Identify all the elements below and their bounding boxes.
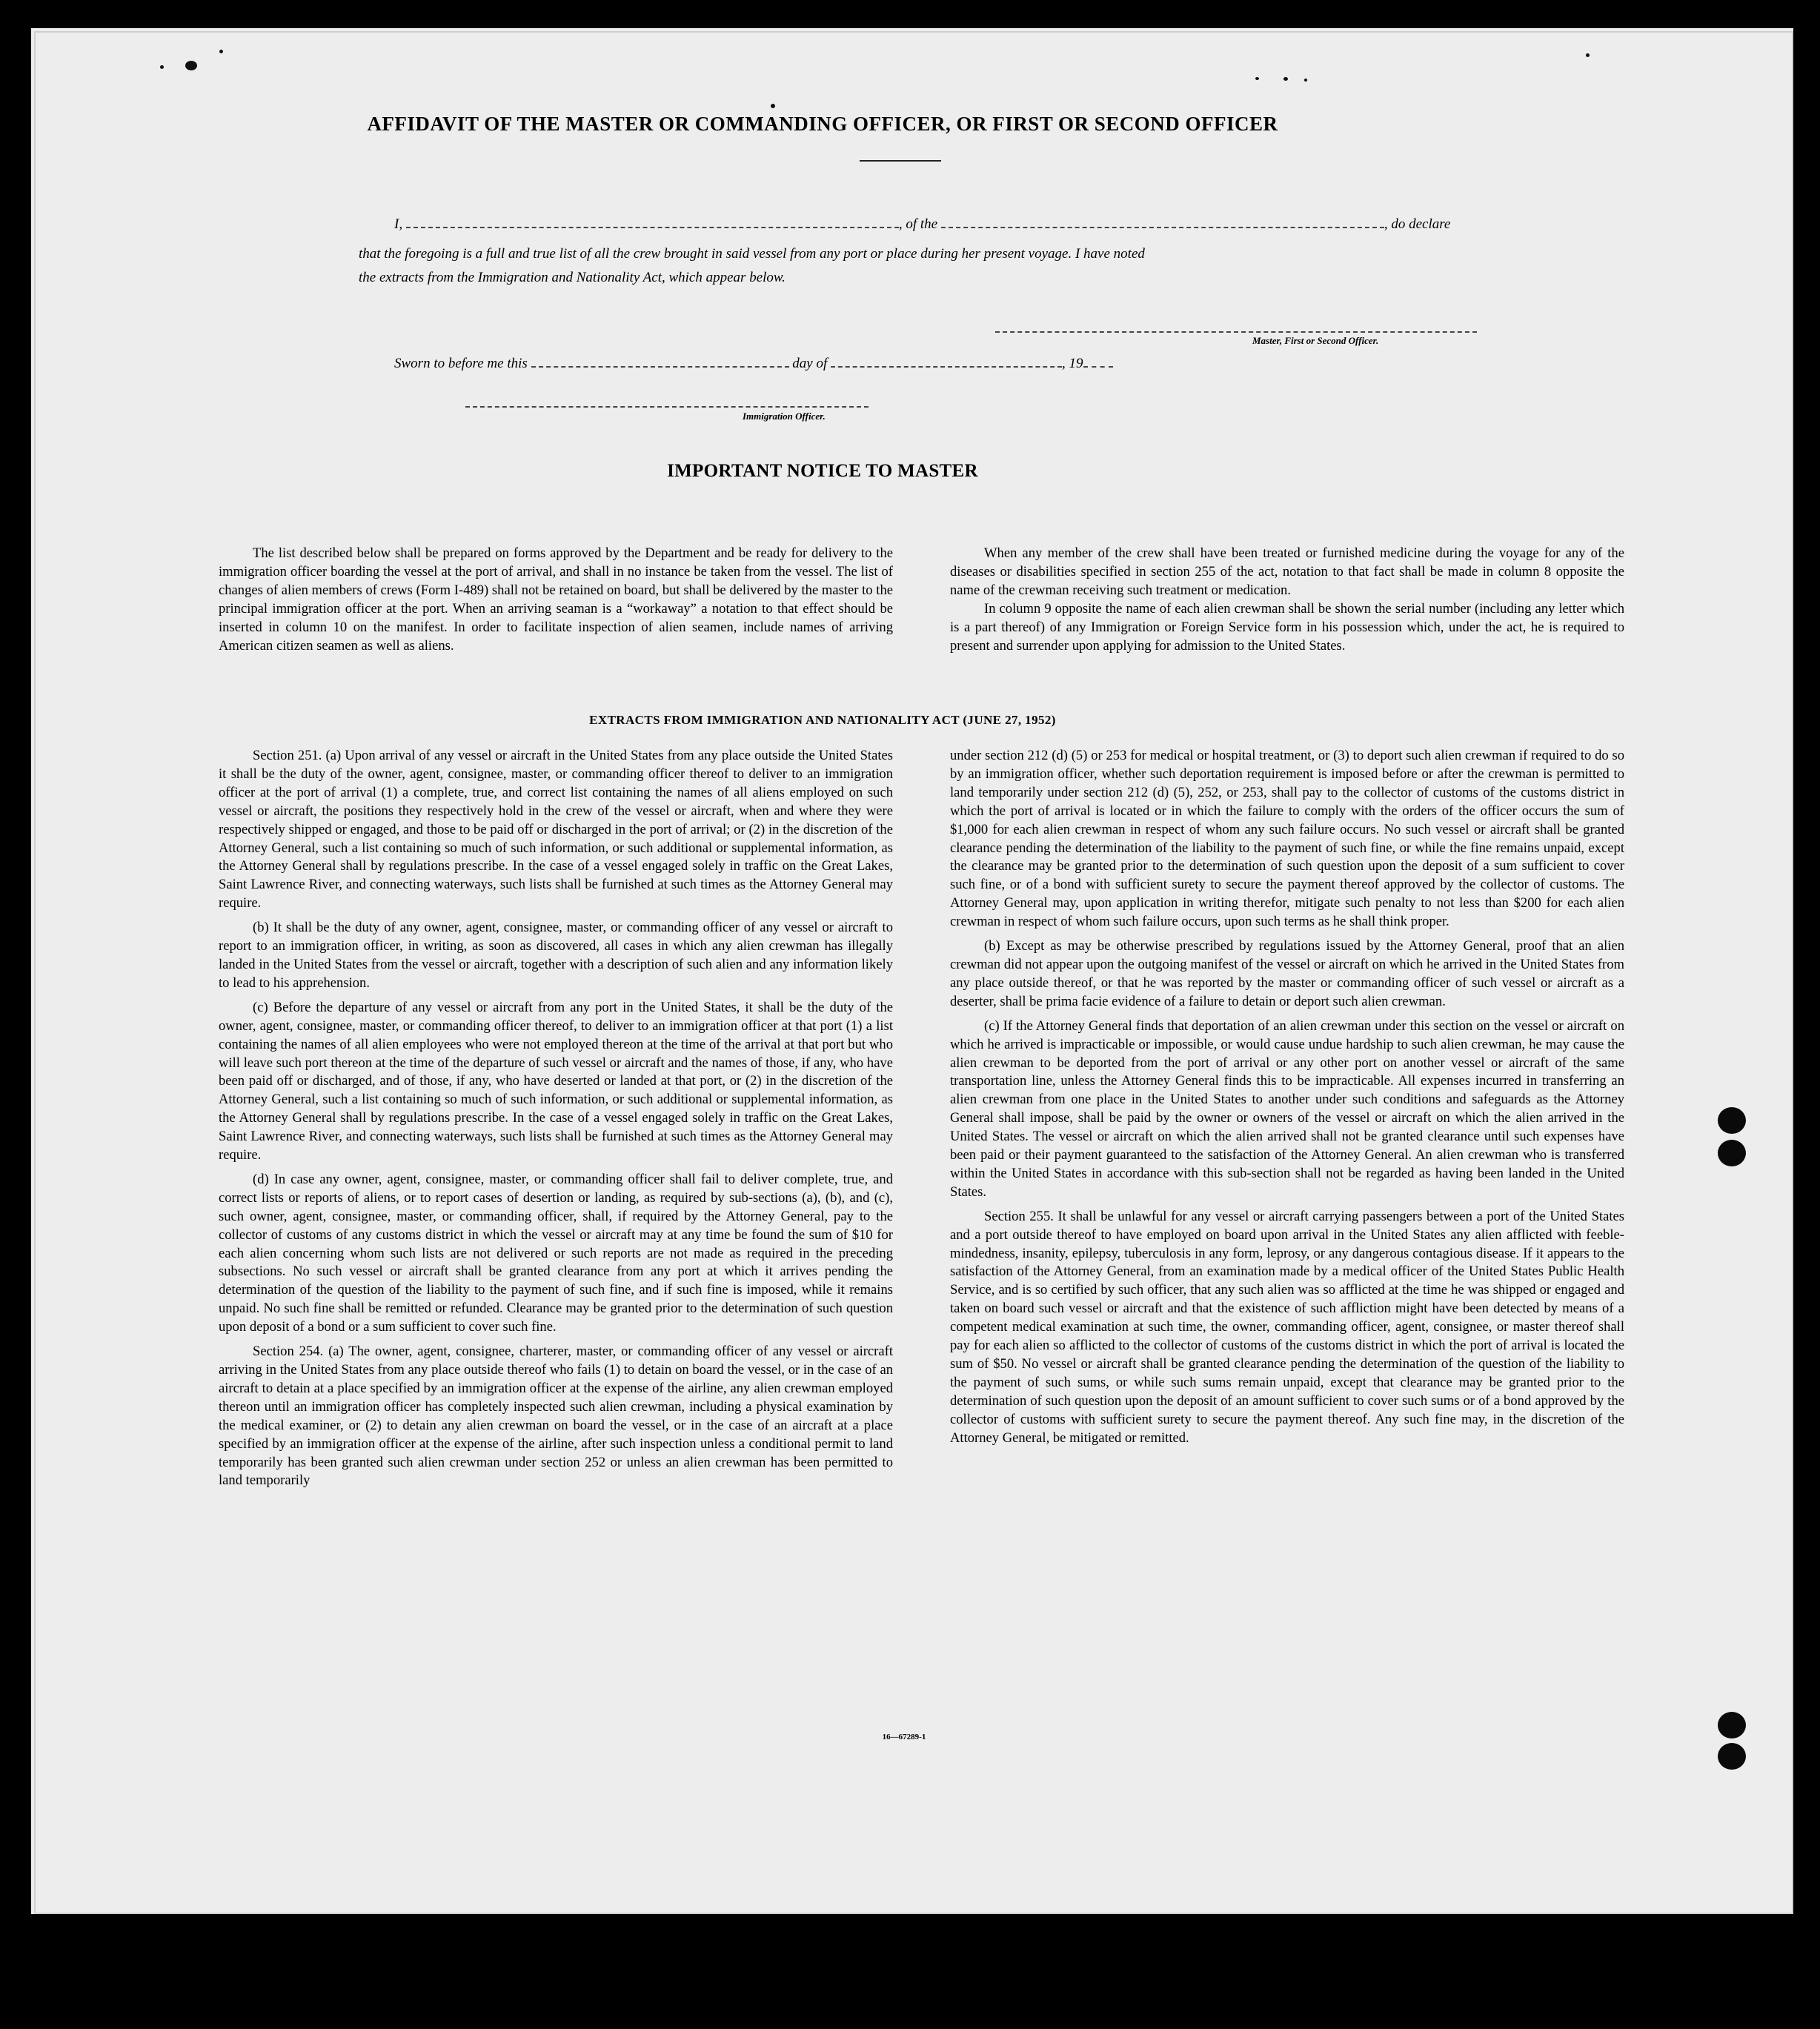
sworn-date-blank[interactable] (531, 356, 789, 368)
sworn-line (394, 356, 1113, 372)
notice-left-column (219, 545, 893, 655)
scan-speck (219, 50, 223, 53)
name-blank[interactable] (406, 216, 899, 228)
scan-speck (1283, 77, 1288, 81)
year-label: , 19 (1062, 356, 1083, 371)
master-signature-line[interactable] (995, 331, 1477, 333)
scan-speck (1255, 77, 1259, 80)
section-254-a-continued: under section 212 (d) (5) or 253 for medical or hospital treatment, or (3) to deport such alien crewman if required to do so by an immigration officer, whether such deportation requirement is imposed before or after the crewman is permitted to land temporarily under section 212 (d) (5), 252, or 253, shall pay to the collector of customs of the customs district in which the port of arrival is located or in which the failure to comply with the orders of the officer occurs the sum of $1,000 for each alien crewman in respect of whom any such failure occurs. No such vessel or aircraft shall be granted clearance pending the determination of the liability to the payment of such fine, or while the fine remains unpaid, except the clearance may be granted prior to the determination of such question upon the deposit of a sum sufficient to cover such fine, or of a bond with sufficient surety to secure the payment thereof approved by the collector of customs. The Attorney General may, upon application in writing therefor, mitigate such penalty to not less than $200 for each alien crewman in respect of whom such failure occurs, upon such terms as he shall think proper. (950, 748, 1624, 930)
notice-right-paragraph-2: In column 9 opposite the name of each alien crewman shall be shown the serial number (including any letter which is a part thereof) of any Immigration or Foreign Service form in his possession which, under the act, he is required to present and surrender upon applying for admission to the United States. (950, 600, 1624, 654)
section-254-b: (b) Except as may be otherwise prescribed by regulations issued by the Attorney General, proof that an alien crewman did not appear upon the outgoing manifest of the vessel or aircraft on which he arrived in the United States from any place outside thereof, or that he was reported by the master or commanding officer of such vessel or aircraft as a deserter, shall be prima facie evidence of a failure to detain or deport such alien crewman. (950, 938, 1624, 1009)
title-rule (860, 160, 941, 162)
month-blank[interactable] (831, 356, 1062, 368)
notice-left-paragraph: The list described below shall be prepared on forms approved by the Department and be ready for delivery to the immigration officer boarding the vessel at the port of arrival, and shall in no instance be taken from the vessel. The list of changes of alien members of crews (Form I-489) shall not be retained on board, but shall be delivered by the master to the principal immigration officer at the port. When an arriving seaman is a “workaway” a notation to that effect should be inserted in column 10 on the manifest. In order to facilitate inspection of alien seamen, include names of arriving American citizen seamen as well as aliens. (219, 545, 893, 654)
punch-hole (1718, 1140, 1746, 1166)
scan-speck (185, 61, 197, 70)
section-251-a: Section 251. (a) Upon arrival of any vessel or aircraft in the United States from any place outside the United States it shall be the duty of the owner, agent, consignee, master, or commanding officer thereof to deliver to an immigration officer at the port of arrival (1) a complete, true, and correct list containing the names of all aliens employed on such vessel or aircraft, the positions they respectively hold in the crew of the vessel or aircraft, when and where they were respectively shipped or engaged, and those to be paid off or discharged in the port of arrival; or (2) in the discretion of the Attorney General, such a list containing so much of such information, or such additional or supplemental information, as the Attorney General shall by regulations prescribe. In the case of a vessel engaged solely in traffic on the Great Lakes, Saint Lawrence River, and connecting waterways, such lists shall be furnished at such times as the Attorney General may require. (219, 748, 893, 911)
officer-caption: Immigration Officer. (743, 411, 826, 422)
master-caption: Master, First or Second Officer. (1252, 335, 1379, 346)
vessel-blank[interactable] (941, 216, 1384, 228)
officer-signature-line[interactable] (465, 406, 869, 408)
section-254-a: Section 254. (a) The owner, agent, consignee, charterer, master, or commanding officer of any vessel or aircraft arriving in the United States from any place outside thereof who fails (1) to detain on board the vessel, or in the case of an aircraft to detain at a place specified by an immigration officer at the expense of the airline, any alien crewman employed thereon until an immigration officer has completely inspected such alien crewman, including a physical examination by the medical examiner, or (2) to detain any alien crewman on board the vessel, or in the case of an aircraft at a place specified by an immigration officer at the expense of the airline, after such inspection unless a conditional permit to land temporarily has been granted such alien crewman under section 252 or unless an alien crewman has been permitted to land temporarily (219, 1344, 893, 1489)
punch-hole (1718, 1107, 1746, 1134)
statement-line-2: the extracts from the Immigration and Nationality Act, which appear below. (359, 270, 786, 285)
sworn-label: Sworn to before me this (394, 356, 528, 371)
section-251-d: (d) In case any owner, agent, consignee, master, or commanding officer shall fail to deliver complete, true, and correct lists or reports of aliens, or to report cases of desertion or landing, as required by sub-sections (a), (b), and (c), such owner, agent, consignee, master, or commanding officer, shall, if required by the Attorney General, pay to the collector of customs of any customs district in which the vessel or aircraft may at any time be found the sum of $10 for each alien concerning whom such lists are not delivered or such reports are not made as required in the preceding subsections. No such vessel or aircraft shall be granted clearance from any port at which it arrives pending the determination of the question of the liability to the payment of such fine, and if such fine is imposed, while it remains unpaid. No such fine shall be remitted or refunded. Clearance may be granted prior to the determination of such question upon deposit of a bond or a sum sufficient to cover such fine. (219, 1171, 893, 1335)
notice-right-paragraph-1: When any member of the crew shall have been treated or furnished medicine during the voyage for any of the diseases or disabilities specified in section 255 of the act, notation to that fact shall be made in column 8 opposite the name of the crewman receiving such treatment or medication. (950, 545, 1624, 598)
scan-speck (771, 104, 775, 108)
punch-hole (1718, 1712, 1746, 1739)
form-number: 16—67289-1 (882, 1733, 926, 1741)
punch-hole (1718, 1743, 1746, 1770)
extracts-left-column (219, 747, 893, 1490)
section-251-c: (c) Before the departure of any vessel or aircraft from any port in the United States, it shall be the duty of the owner, agent, consignee, master, or commanding officer thereof, to deliver to an immigration officer at that port (1) a list containing the names of all alien employees who were not employed thereon at the time of the arrival at that port but who will leave such port thereon at the time of the departure of such vessel or aircraft and the names of those, if any, who have been paid off or discharged, and of those, if any, who have deserted or landed at that port, or (2) in the discretion of the Attorney General, such a list containing so much of such information, or such additional or supplemental information, as the Attorney General shall by regulations prescribe. In the case of a vessel engaged solely in traffic on the Great Lakes, Saint Lawrence River, and connecting waterways, such lists shall be furnished at such times as the Attorney General may require. (219, 999, 893, 1163)
declare-end-label: , do declare (1384, 216, 1451, 232)
affidavit-title: AFFIDAVIT OF THE MASTER OR COMMANDING OFFICER, OR FIRST OR SECOND OFFICER (367, 113, 1278, 135)
day-of-label: day of (792, 356, 828, 371)
section-255: Section 255. It shall be unlawful for any vessel or aircraft carrying passengers between a port of the United States and a port outside thereof to have employed on board upon arrival in the United States any alien afflicted with feeble-mindedness, insanity, epilepsy, tuberculosis in any form, leprosy, or any dangerous contagious disease. If it appears to the satisfaction of the Attorney General, from an examination made by a medical officer of the United States Public Health Service, and is so certified by such officer, that any such alien was so afflicted at the time he was shipped or engaged and taken on board such vessel or aircraft and that the existence of such affliction might have been detected by means of a competent medical examination at such time, the owner, commanding officer, agent, consignee, or master thereof shall pay for each alien so afflicted to the collector of customs of the customs district in which the port of arrival is located the sum of $50. No vessel or aircraft shall be granted clearance pending the determination of the question of the liability to the payment of such sums, or while such sums remain unpaid, except that clearance may be granted prior to the determination of such question upon the deposit of an amount sufficient to cover such sums or of a bond approved by the collector of customs with sufficient surety to secure the payment thereof. Any such fine may, in the discretion of the Attorney General, be mitigated or remitted. (950, 1208, 1624, 1446)
section-254-c: (c) If the Attorney General finds that deportation of an alien crewman under this section on the vessel or aircraft on which he arrived is impracticable or impossible, or would cause undue hardship to such alien crewman, he may cause the alien crewman to be deported from the port of arrival or any other port on another vessel or aircraft of the same transportation line, unless the Attorney General finds this to be impracticable. All expenses incurred in transferring an alien crewman from one place in the United States to another under such conditions and safeguards as the Attorney General shall impose, shall be paid by the owner or owners of the vessel or aircraft on which the alien arrived in the United States. The vessel or aircraft on which the alien arrived shall not be granted clearance until such expenses have been paid or their payment guaranteed to the satisfaction of the Attorney General. An alien crewman who is transferred within the United States in accordance with this sub-section shall not be regarded as having been landed in the United States. (950, 1017, 1624, 1200)
declare-i-label: I, (394, 216, 403, 232)
statement-line-1: that the foregoing is a full and true list of all the crew brought in said vessel from any port or place during her present voyage. I have noted (359, 246, 1145, 262)
section-251-b: (b) It shall be the duty of any owner, agent, consignee, master, or commanding officer of any vessel or aircraft to report to an immigration officer, in writing, as soon as discovered, all cases in which any alien crewman has illegally landed in the United States from the vessel or aircraft, together with a description of such alien and any information likely to lead to his apprehension. (219, 920, 893, 991)
declare-of-the-label: , of the (898, 216, 938, 232)
scan-speck (160, 65, 164, 69)
year-blank[interactable] (1083, 356, 1113, 368)
extracts-right-column (950, 747, 1624, 1448)
notice-heading: IMPORTANT NOTICE TO MASTER (667, 461, 978, 481)
scan-speck (1304, 79, 1307, 82)
notice-right-column (950, 545, 1624, 655)
declaration-line (394, 216, 1450, 233)
scan-speck (1586, 53, 1590, 57)
extracts-heading: EXTRACTS FROM IMMIGRATION AND NATIONALITY ACT (JUNE 27, 1952) (589, 713, 1056, 727)
